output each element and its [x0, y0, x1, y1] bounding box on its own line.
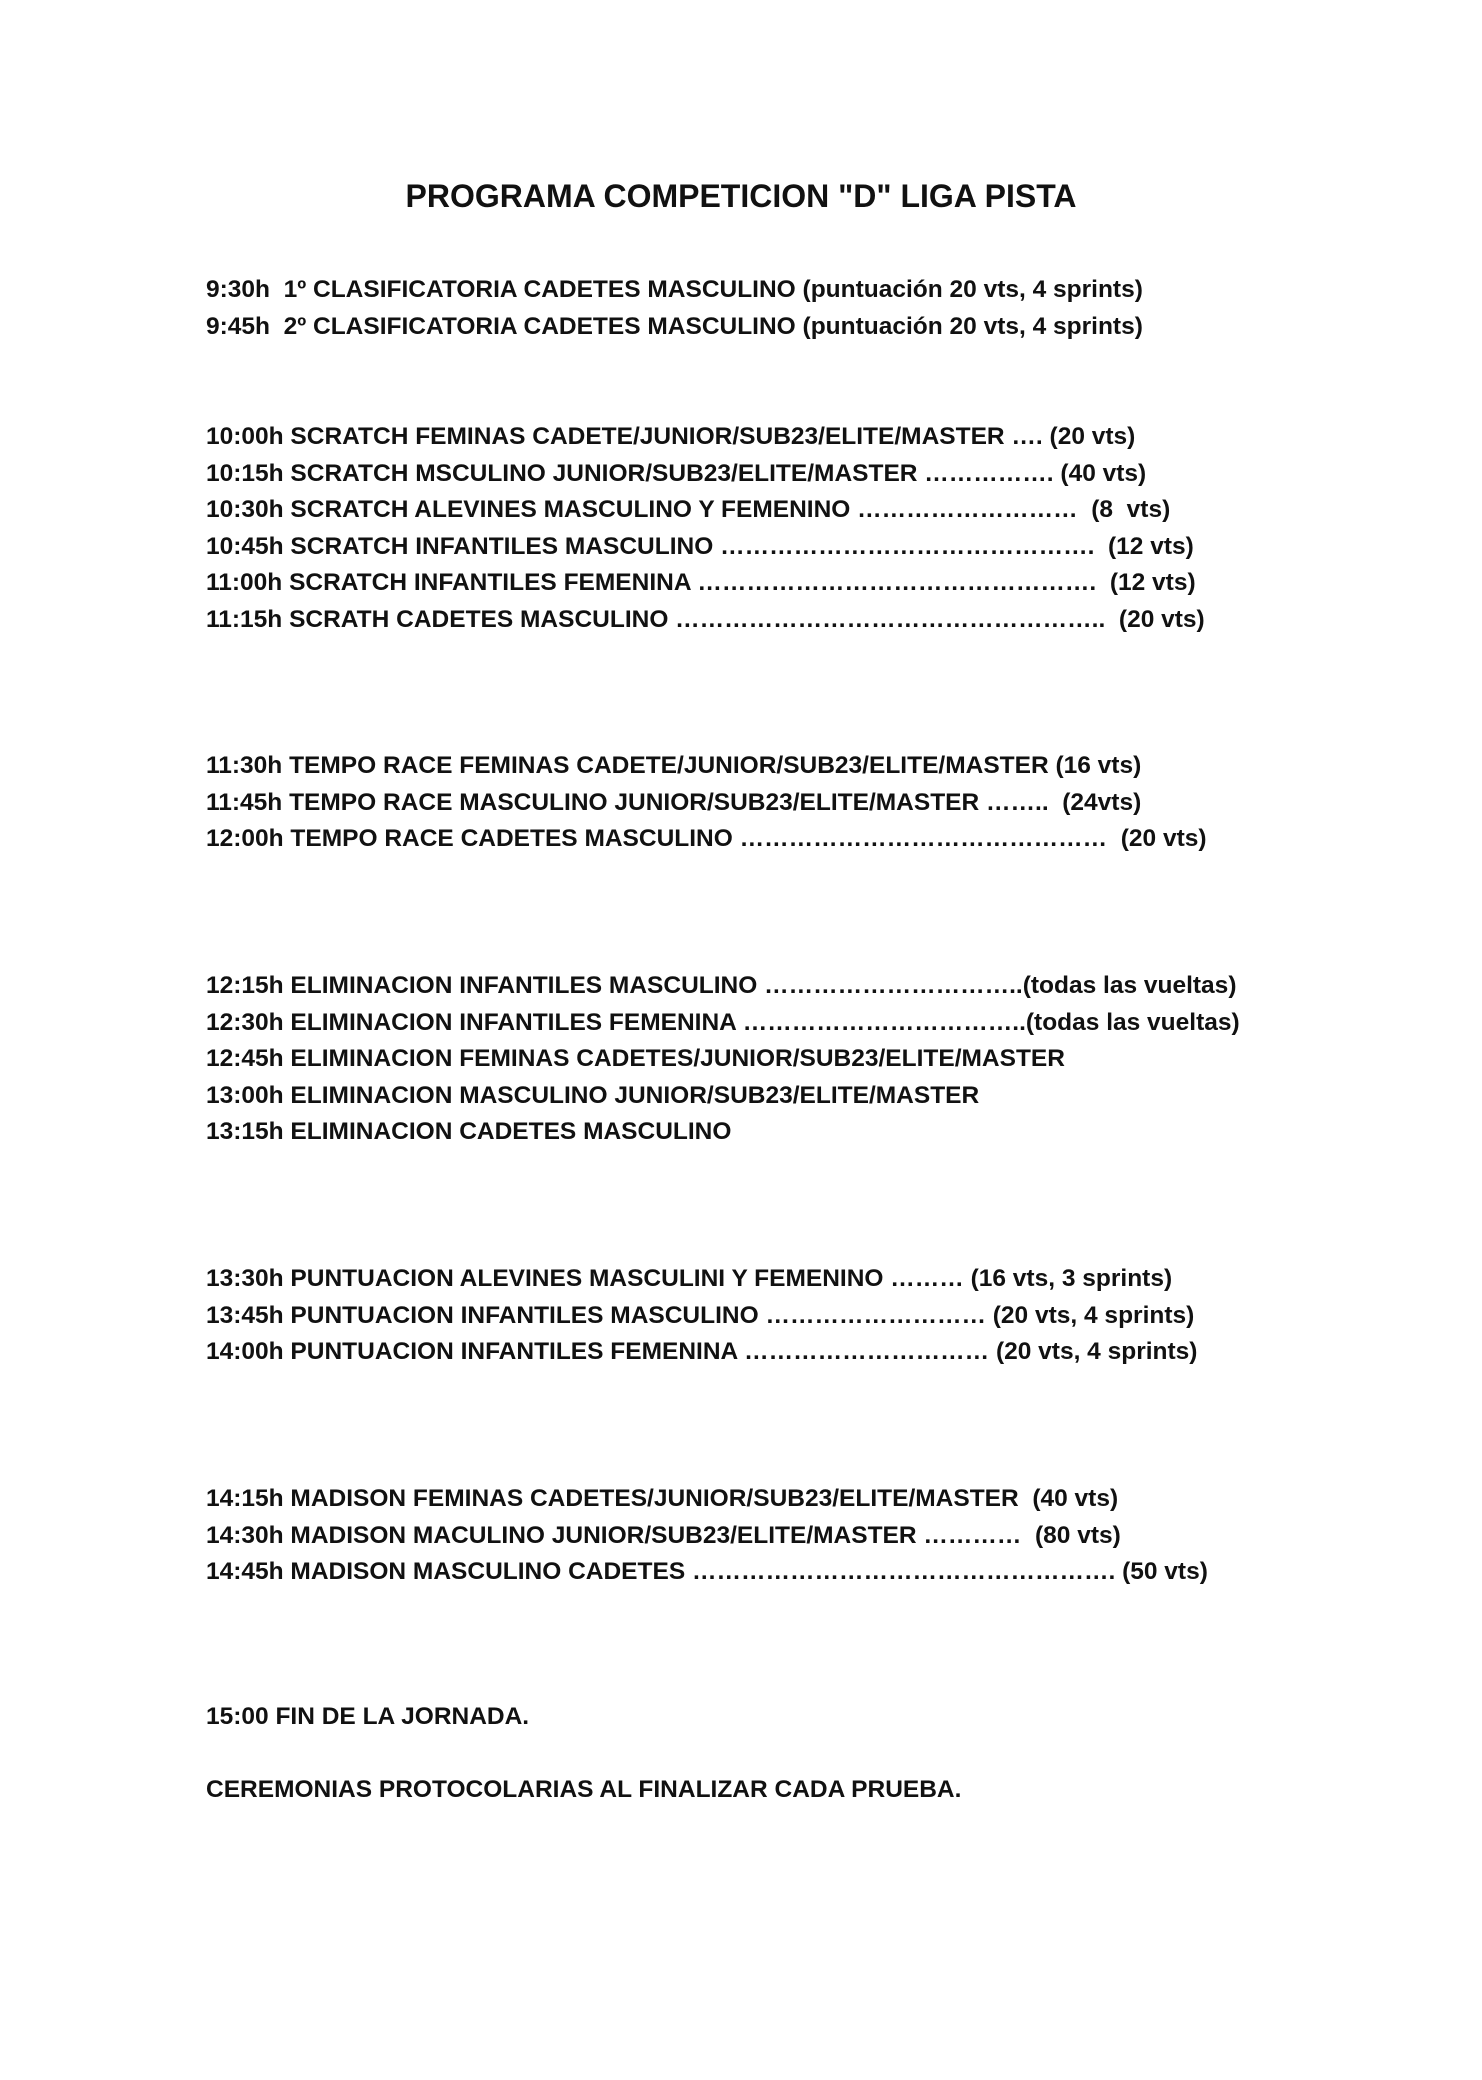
schedule-line: 10:30h SCRATCH ALEVINES MASCULINO Y FEMENINO ……………………… (8 vts) [206, 496, 1171, 523]
schedule-line: 13:15h ELIMINACION CADETES MASCULINO [206, 1118, 732, 1145]
schedule-line: 11:15h SCRATH CADETES MASCULINO …………………………………………….. (20 vts) [206, 605, 1205, 633]
schedule-line: 13:00h ELIMINACION MASCULINO JUNIOR/SUB23/ELITE/MASTER [206, 1081, 980, 1109]
end-of-day-note [206, 1699, 529, 1736]
schedule-line: 11:45h TEMPO RACE MASCULINO JUNIOR/SUB23/ELITE/MASTER …….. (24vts) [206, 788, 1142, 816]
ceremonies-note [206, 1772, 961, 1809]
schedule-line: 10:45h SCRATCH INFANTILES MASCULINO ………………………………………. (12 vts) [206, 532, 1194, 560]
schedule-line: 11:00h SCRATCH INFANTILES FEMENINA …………………………………………. (12 vts) [206, 569, 1196, 596]
schedule-line: 13:45h PUNTUACION INFANTILES MASCULINO ……………………… (20 vts, 4 sprints) [206, 1301, 1195, 1329]
document-title: PROGRAMA COMPETICION "D" LIGA PISTA [405, 178, 1077, 214]
schedule-line: 14:45h MADISON MASCULINO CADETES ……………………………………………. (50 vts) [206, 1558, 1208, 1585]
schedule-line: 12:15h ELIMINACION INFANTILES MASCULINO …………………………..(todas las vueltas) [206, 972, 1237, 999]
schedule-line: 12:30h ELIMINACION INFANTILES FEMENINA ……………………………..(todas las vueltas) [206, 1008, 1240, 1036]
schedule-line: 9:45h 2º CLASIFICATORIA CADETES MASCULINO (puntuación 20 vts, 4 sprints) [206, 312, 1143, 340]
end-of-day-text: 15:00 FIN DE LA JORNADA. [206, 1703, 530, 1730]
schedule-line: 14:30h MADISON MACULINO JUNIOR/SUB23/ELITE/MASTER ………… (80 vts) [206, 1521, 1121, 1549]
tempo-race-schedule [206, 748, 1207, 858]
schedule-line: 14:15h MADISON FEMINAS CADETES/JUNIOR/SUB23/ELITE/MASTER (40 vts) [206, 1485, 1119, 1512]
puntuacion-schedule [206, 1261, 1197, 1371]
scratch-schedule [206, 419, 1205, 638]
eliminacion-schedule [206, 968, 1240, 1151]
schedule-line: 11:30h TEMPO RACE FEMINAS CADETE/JUNIOR/SUB23/ELITE/MASTER (16 vts) [206, 752, 1142, 779]
clasificatoria-schedule [206, 272, 1143, 345]
schedule-line: 10:00h SCRATCH FEMINAS CADETE/JUNIOR/SUB23/ELITE/MASTER …. (20 vts) [206, 423, 1136, 450]
schedule-line: 13:30h PUNTUACION ALEVINES MASCULINI Y FEMENINO ……… (16 vts, 3 sprints) [206, 1265, 1173, 1292]
madison-schedule [206, 1481, 1208, 1591]
schedule-line: 9:30h 1º CLASIFICATORIA CADETES MASCULINO (puntuación 20 vts, 4 sprints) [206, 276, 1143, 303]
schedule-line: 10:15h SCRATCH MSCULINO JUNIOR/SUB23/ELITE/MASTER ……………. (40 vts) [206, 459, 1147, 487]
ceremonies-text: CEREMONIAS PROTOCOLARIAS AL FINALIZAR CADA PRUEBA. [206, 1776, 962, 1803]
schedule-line: 12:00h TEMPO RACE CADETES MASCULINO ……………………………………… (20 vts) [206, 825, 1207, 852]
schedule-line: 12:45h ELIMINACION FEMINAS CADETES/JUNIOR/SUB23/ELITE/MASTER [206, 1045, 1065, 1072]
schedule-line: 14:00h PUNTUACION INFANTILES FEMENINA ………………………… (20 vts, 4 sprints) [206, 1338, 1198, 1365]
